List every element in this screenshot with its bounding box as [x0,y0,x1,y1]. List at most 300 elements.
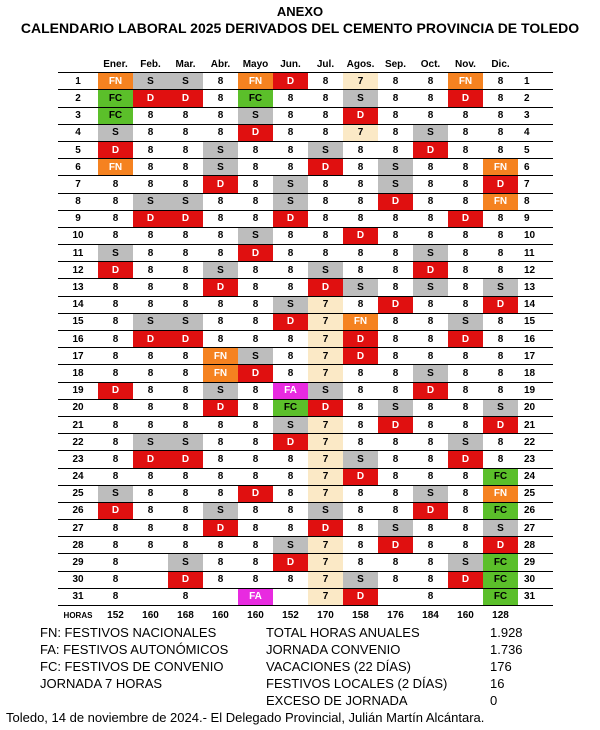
day-row [58,279,553,296]
day-cell: 8 [133,107,168,124]
day-number-right: 5 [518,141,553,158]
day-cell: 8 [168,124,203,141]
day-cell: 8 [238,382,273,399]
day-cell: 7 [308,365,343,382]
day-cell: S [308,262,343,279]
day-cell: FA [273,382,308,399]
day-cell [273,588,308,605]
day-cell: 8 [133,399,168,416]
day-cell: S [133,313,168,330]
day-cell: FN [483,193,518,210]
day-cell: 8 [448,520,483,537]
day-row [58,502,553,519]
legend-fn: FN: FESTIVOS NACIONALES [40,625,217,640]
day-cell: 8 [343,262,378,279]
day-cell: S [203,141,238,158]
summary-values [490,624,523,709]
day-row [58,313,553,330]
day-cell: 8 [203,485,238,502]
hours-total: 160 [247,609,264,621]
day-cell: S [273,296,308,313]
day-row [58,90,553,107]
day-cell: 7 [308,485,343,502]
day-cell: 8 [378,124,413,141]
day-cell: S [168,313,203,330]
day-row [58,520,553,537]
day-cell: 8 [133,141,168,158]
day-cell: 8 [273,124,308,141]
day-cell: 8 [413,159,448,176]
day-cell: 8 [413,537,448,554]
day-cell: 8 [483,262,518,279]
day-cell: S [413,279,448,296]
day-number-left: 8 [58,193,98,210]
day-number-right: 21 [518,416,553,433]
day-cell: 8 [273,227,308,244]
day-cell: FN [483,159,518,176]
month-header: Mar. [168,56,203,73]
day-cell: D [133,210,168,227]
day-cell: D [413,141,448,158]
day-cell: 8 [238,468,273,485]
day-cell: FC [238,90,273,107]
day-cell: 8 [238,210,273,227]
day-cell: 8 [378,382,413,399]
day-row [58,141,553,158]
day-cell: 8 [483,124,518,141]
day-row [58,468,553,485]
day-cell: 8 [238,554,273,571]
day-cell: FC [483,468,518,485]
day-row [58,193,553,210]
day-cell: D [343,468,378,485]
hours-row [58,606,553,625]
day-cell: FC [273,399,308,416]
day-cell: D [448,331,483,348]
hours-total: 160 [142,609,159,621]
day-cell: D [413,502,448,519]
day-cell: 8 [343,193,378,210]
day-number-right: 16 [518,331,553,348]
day-cell: 8 [273,141,308,158]
day-cell: D [483,416,518,433]
day-cell: S [378,399,413,416]
day-cell: S [98,245,133,262]
day-cell: D [343,107,378,124]
day-cell: 8 [448,502,483,519]
day-cell: D [343,588,378,605]
hours-total: 160 [457,609,474,621]
month-header: Oct. [413,56,448,73]
day-cell: 8 [273,348,308,365]
day-cell: D [378,537,413,554]
day-cell: D [448,90,483,107]
day-cell: 8 [448,227,483,244]
day-cell: 8 [448,124,483,141]
day-number-right: 14 [518,296,553,313]
day-cell: 8 [238,262,273,279]
day-cell: 8 [238,537,273,554]
day-cell: 8 [378,571,413,588]
day-cell: FC [483,502,518,519]
day-cell: 8 [378,107,413,124]
day-cell: D [133,331,168,348]
day-number-right: 27 [518,520,553,537]
day-cell: 8 [238,434,273,451]
day-cell: D [168,210,203,227]
day-cell: 8 [98,537,133,554]
day-row [58,416,553,433]
month-header: Feb. [133,56,168,73]
day-number-right: 25 [518,485,553,502]
day-cell: 8 [343,502,378,519]
day-cell: 8 [168,416,203,433]
day-cell: D [448,571,483,588]
day-cell: D [168,571,203,588]
day-cell: 8 [238,520,273,537]
day-cell: 8 [448,296,483,313]
day-cell: 8 [168,245,203,262]
document-subtitle: CALENDARIO LABORAL 2025 DERIVADOS DEL CEMENTO PROVINCIA DE TOLEDO [20,20,580,36]
day-cell: 8 [203,210,238,227]
day-cell: S [483,399,518,416]
day-cell: 8 [273,468,308,485]
day-cell: FN [98,159,133,176]
day-number-left: 16 [58,331,98,348]
day-row [58,365,553,382]
day-cell: 8 [483,141,518,158]
day-cell: 8 [133,468,168,485]
day-cell: 8 [448,141,483,158]
day-cell: D [168,331,203,348]
day-cell: 8 [448,537,483,554]
day-cell: 8 [238,502,273,519]
day-cell: 8 [133,124,168,141]
month-header-row [58,56,553,73]
legend-fc: FC: FESTIVOS DE CONVENIO [40,659,224,674]
day-cell: 8 [378,279,413,296]
day-row [58,537,553,554]
day-cell: 8 [343,416,378,433]
day-number-right: 23 [518,451,553,468]
day-cell: 8 [133,296,168,313]
month-header: Ener. [98,56,133,73]
day-cell: 8 [133,279,168,296]
day-cell: 8 [203,434,238,451]
day-cell: 8 [378,348,413,365]
day-number-right: 9 [518,210,553,227]
day-number-left: 29 [58,554,98,571]
day-row [58,348,553,365]
day-cell: 8 [483,90,518,107]
day-cell: 8 [378,434,413,451]
day-cell: 7 [308,416,343,433]
summary-label-festivos-locales: FESTIVOS LOCALES (2 DÍAS) [266,676,448,691]
day-row [58,124,553,141]
day-cell: S [203,262,238,279]
day-number-left: 15 [58,313,98,330]
day-row [58,107,553,124]
day-number-right: 29 [518,554,553,571]
day-cell: 8 [98,279,133,296]
day-cell: S [203,382,238,399]
day-cell: 8 [98,365,133,382]
day-number-left: 2 [58,90,98,107]
day-cell: S [343,279,378,296]
day-cell: 8 [413,588,448,605]
day-cell: S [448,434,483,451]
day-cell: S [273,176,308,193]
day-row [58,227,553,244]
day-number-right: 26 [518,502,553,519]
day-cell: 8 [203,193,238,210]
day-cell: 8 [168,348,203,365]
day-cell [133,588,168,605]
day-cell: 8 [378,313,413,330]
day-number-left: 7 [58,176,98,193]
day-cell: 8 [273,365,308,382]
day-cell: D [413,382,448,399]
day-cell: S [238,227,273,244]
day-number-left: 19 [58,382,98,399]
day-number-left: 1 [58,73,98,90]
day-cell: D [273,73,308,90]
day-cell: S [448,554,483,571]
day-cell: 8 [203,451,238,468]
day-cell: 8 [448,159,483,176]
month-header: Nov. [448,56,483,73]
day-cell: 8 [343,537,378,554]
day-number-left: 5 [58,141,98,158]
day-cell: S [203,159,238,176]
day-cell: D [273,434,308,451]
day-cell: 8 [273,90,308,107]
hours-total: 158 [352,609,369,621]
day-cell: FA [238,588,273,605]
day-cell: D [413,262,448,279]
day-cell: 7 [343,73,378,90]
day-cell: S [273,193,308,210]
day-number-left: 4 [58,124,98,141]
day-number-left: 17 [58,348,98,365]
day-cell: 8 [448,107,483,124]
day-cell: D [308,279,343,296]
day-cell: 8 [98,399,133,416]
day-number-left: 27 [58,520,98,537]
day-cell: 8 [168,159,203,176]
day-cell: 8 [273,451,308,468]
day-cell: 8 [483,210,518,227]
day-cell: D [308,520,343,537]
day-cell: S [98,124,133,141]
day-cell: S [133,193,168,210]
day-cell: 8 [98,451,133,468]
day-cell: D [483,537,518,554]
summary-value-total: 1.928 [490,625,523,640]
calendar-table [58,56,553,624]
day-cell: 8 [308,73,343,90]
day-cell: D [238,245,273,262]
day-cell: 8 [203,537,238,554]
day-cell: D [203,399,238,416]
day-cell: S [168,193,203,210]
day-cell: S [168,73,203,90]
day-cell: 8 [413,554,448,571]
day-row [58,588,553,605]
summary-labels [266,624,447,709]
header-spacer-left [58,56,98,73]
day-cell: 7 [308,451,343,468]
day-cell: FN [483,485,518,502]
day-cell: 8 [413,451,448,468]
day-cell: FC [483,554,518,571]
day-cell: D [343,331,378,348]
day-cell: FN [98,73,133,90]
day-cell: D [98,141,133,158]
day-cell: D [378,296,413,313]
day-cell: S [308,502,343,519]
day-cell: 8 [203,124,238,141]
day-cell: 8 [203,107,238,124]
day-cell: 8 [343,382,378,399]
day-cell: 8 [203,468,238,485]
day-cell: 8 [133,416,168,433]
day-row [58,399,553,416]
day-cell: 8 [98,296,133,313]
day-number-left: 12 [58,262,98,279]
day-cell: 7 [308,468,343,485]
day-cell: 8 [448,365,483,382]
day-cell: 8 [343,210,378,227]
day-cell: 8 [448,279,483,296]
day-row [58,262,553,279]
day-cell: D [238,485,273,502]
day-cell: FN [203,348,238,365]
footer-signature: Toledo, 14 de noviembre de 2024.- El Delegado Provincial, Julián Martín Alcántara. [6,710,485,725]
day-row [58,176,553,193]
legend-fa: FA: FESTIVOS AUTONÓMICOS [40,642,229,657]
day-number-left: 11 [58,245,98,262]
day-cell: 8 [448,485,483,502]
day-cell: 8 [448,262,483,279]
day-number-right: 30 [518,571,553,588]
day-cell: 8 [238,416,273,433]
day-cell: 8 [413,296,448,313]
day-cell: 8 [413,107,448,124]
month-header: Sep. [378,56,413,73]
day-cell: 8 [98,434,133,451]
summary-label-total: TOTAL HORAS ANUALES [266,625,420,640]
day-cell: 8 [448,348,483,365]
day-number-right: 18 [518,365,553,382]
day-row [58,296,553,313]
day-cell: 8 [168,399,203,416]
day-cell: S [133,73,168,90]
day-cell: 8 [378,451,413,468]
day-cell: D [168,451,203,468]
day-cell: 8 [238,176,273,193]
document-title: ANEXO [276,4,324,19]
day-cell: S [168,434,203,451]
day-cell: 8 [238,313,273,330]
day-cell: 7 [308,296,343,313]
day-cell: 8 [448,245,483,262]
day-cell: D [273,210,308,227]
day-cell: 8 [413,176,448,193]
day-cell: 8 [343,365,378,382]
day-number-right: 3 [518,107,553,124]
day-cell: 8 [413,416,448,433]
day-cell: 8 [238,451,273,468]
day-cell: 8 [168,365,203,382]
day-cell: 7 [308,571,343,588]
day-number-left: 20 [58,399,98,416]
day-cell: 8 [133,502,168,519]
day-number-left: 24 [58,468,98,485]
day-cell: D [98,502,133,519]
day-cell: 8 [308,210,343,227]
day-cell: 8 [483,227,518,244]
day-cell: FN [238,73,273,90]
day-cell: 8 [98,348,133,365]
day-cell: D [203,520,238,537]
day-cell: 8 [133,245,168,262]
day-cell: D [343,348,378,365]
summary-label-vacaciones: VACACIONES (22 DÍAS) [266,659,411,674]
hours-total: 184 [422,609,439,621]
day-cell: 8 [98,416,133,433]
day-cell: FN [343,313,378,330]
day-cell: 8 [413,331,448,348]
day-cell: D [308,399,343,416]
summary-value-exceso: 0 [490,693,498,708]
day-cell: D [133,90,168,107]
month-header: Abr. [203,56,238,73]
hours-label: HORAS [63,610,93,620]
day-cell: S [413,485,448,502]
day-cell: S [203,502,238,519]
day-cell: S [273,416,308,433]
day-cell: S [483,520,518,537]
day-cell: D [483,296,518,313]
month-header: Dic. [483,56,518,73]
day-cell: 8 [98,520,133,537]
month-header: Jun. [273,56,308,73]
day-number-left: 25 [58,485,98,502]
day-cell: 8 [343,485,378,502]
day-cell: S [238,348,273,365]
day-cell: 8 [133,520,168,537]
day-number-left: 31 [58,588,98,605]
day-cell: 7 [308,348,343,365]
day-cell: 8 [203,90,238,107]
day-cell: 8 [308,124,343,141]
day-cell: 8 [483,348,518,365]
hours-total: 160 [212,609,229,621]
day-cell: 8 [343,399,378,416]
day-row [58,382,553,399]
day-cell: 8 [98,468,133,485]
month-header: Mayo [238,56,273,73]
day-number-right: 8 [518,193,553,210]
day-cell: 8 [133,537,168,554]
day-cell [133,554,168,571]
day-cell: 7 [308,313,343,330]
day-cell: FN [448,73,483,90]
day-cell: 8 [168,382,203,399]
day-cell: D [238,365,273,382]
day-cell: 8 [168,485,203,502]
